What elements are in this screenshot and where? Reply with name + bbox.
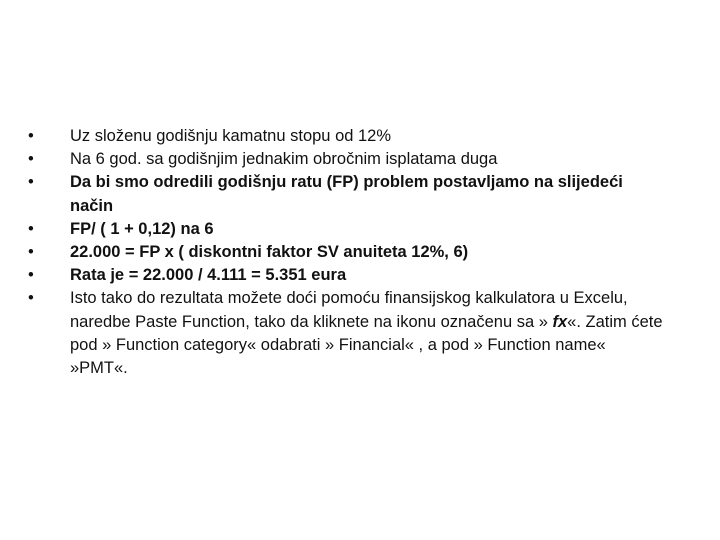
bullet-list <box>28 125 668 380</box>
bullet-text: Da bi smo odredili godišnju ratu (FP) problem postavljamo na slijedeći način <box>70 173 623 215</box>
bullet-item <box>28 218 668 241</box>
bullet-icon: • <box>28 289 34 308</box>
bullet-text: Na 6 god. sa godišnjim jednakim obročnim isplatama duga <box>70 150 498 169</box>
bullet-icon: • <box>28 150 34 169</box>
bullet-icon: • <box>28 127 34 145</box>
fx-symbol: fx <box>552 312 568 331</box>
bullet-item <box>28 264 668 287</box>
bullet-icon: • <box>28 243 34 262</box>
bullet-item <box>28 241 668 264</box>
bullet-text-before: Isto tako do rezultata možete doći pomoću finansijskog kalkulatora u Excelu, naredbe Paste Function, tako da kliknete na ikonu označenu sa » <box>70 289 628 331</box>
bullet-item <box>28 171 668 217</box>
bullet-text: Uz složenu godišnju kamatnu stopu od 12% <box>70 127 392 145</box>
bullet-icon: • <box>28 266 34 285</box>
bullet-icon: • <box>28 219 34 238</box>
bullet-text: Rata je = 22.000 / 4.111 = 5.351 eura <box>70 266 347 285</box>
bullet-item <box>28 125 668 148</box>
bullet-text: 22.000 = FP x ( diskontni faktor SV anuiteta 12%, 6) <box>70 243 469 262</box>
bullet-item <box>28 287 668 380</box>
bullet-text <box>70 289 663 377</box>
bullet-text: FP/ ( 1 + 0,12) na 6 <box>70 219 214 238</box>
bullet-text-after: «. Zatim ćete pod » Function category« odabrati » Financial« , a pod » Function name« »PMT«. <box>70 312 663 378</box>
bullet-icon: • <box>28 173 34 192</box>
bullet-item <box>28 148 668 171</box>
